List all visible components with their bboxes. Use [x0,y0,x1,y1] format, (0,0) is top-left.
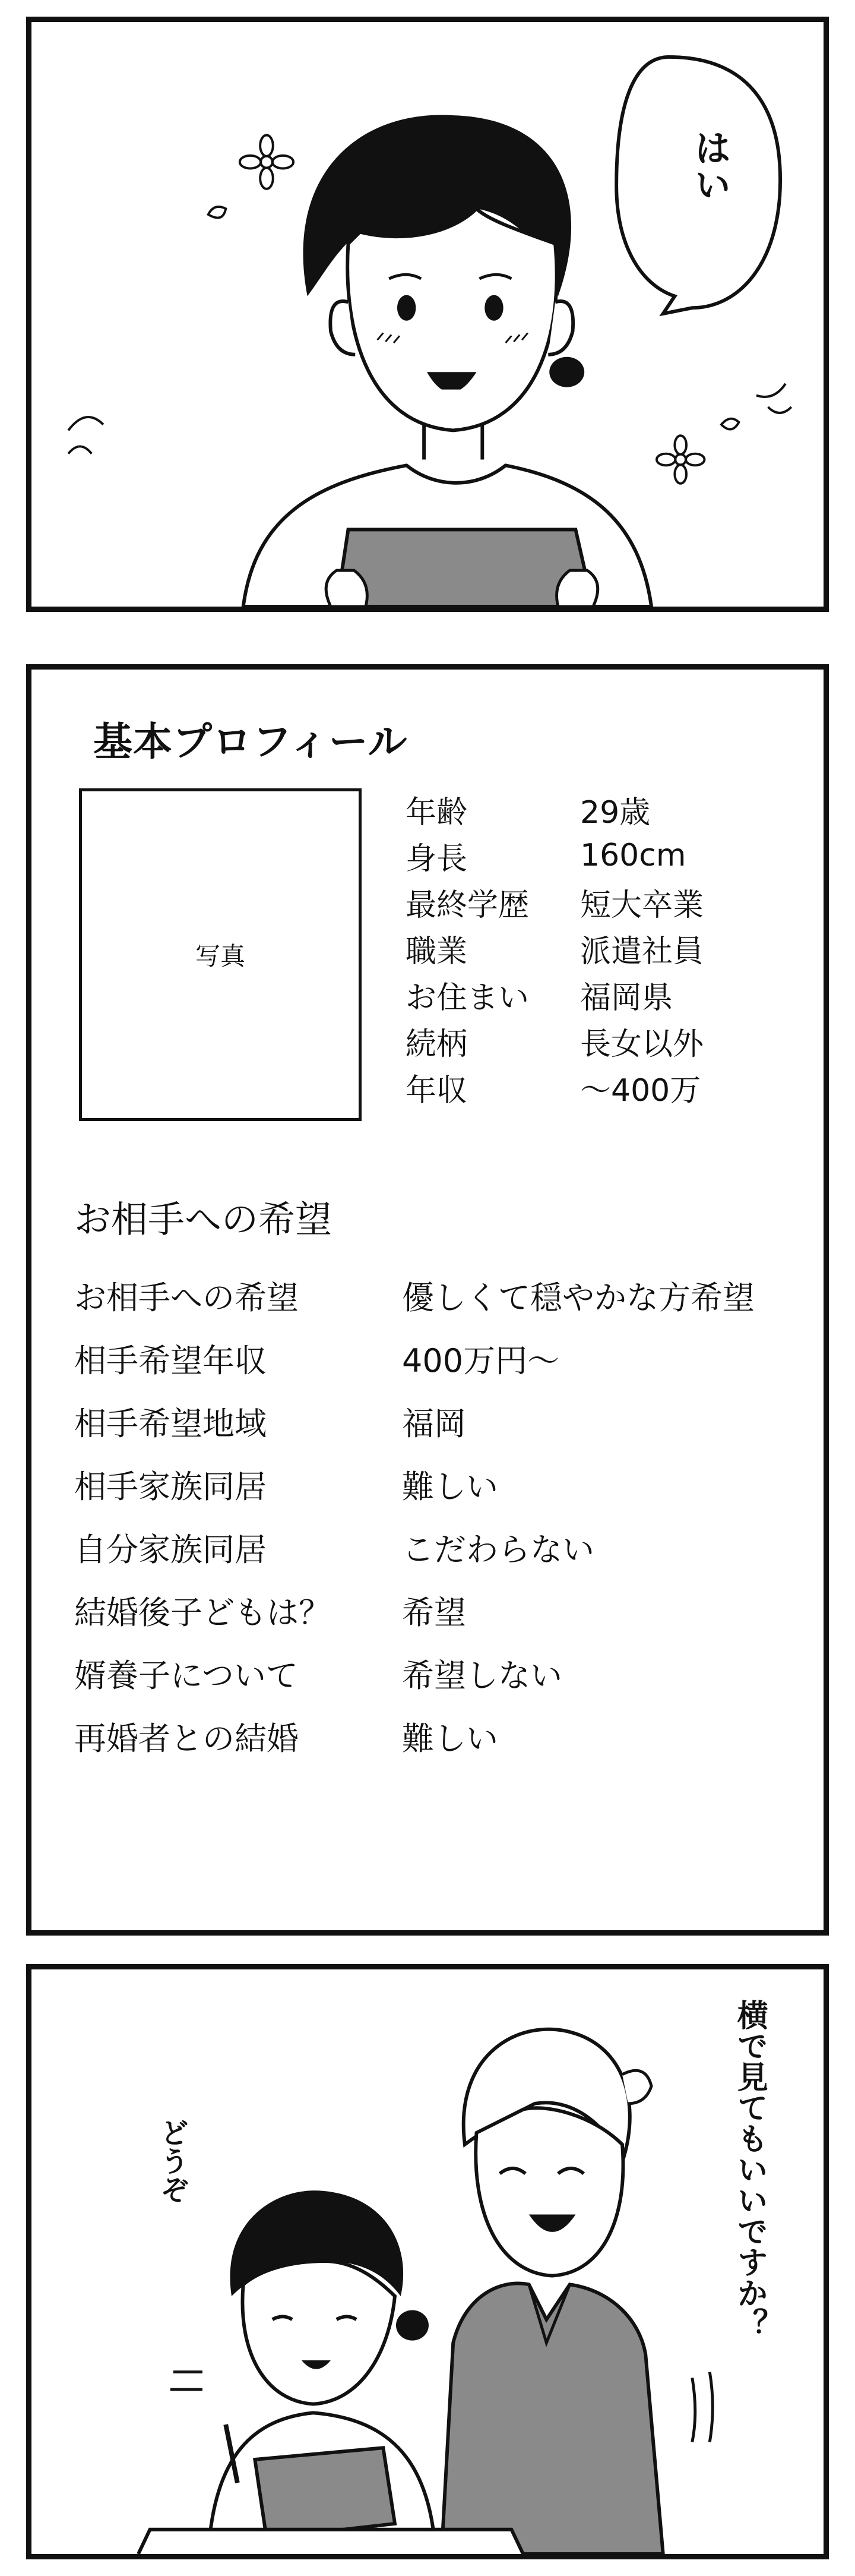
pref-row [74,1264,755,1327]
comic-panel-3 [26,1964,829,2559]
pref-row [74,1390,755,1453]
pref-row [74,1516,755,1579]
profile-title: 基本プロフィール [93,719,408,765]
right-woman-face [476,2108,623,2275]
photo-label: 写真 [195,942,245,971]
right-woman-suit [442,2283,663,2554]
pref-row [74,1704,755,1767]
tablet [255,2448,395,2538]
pref-key: 結婚後子どもは？ [74,1593,331,1631]
comic-panel-1 [26,17,829,612]
pref-row [74,1579,755,1641]
pref-row [74,1453,755,1516]
basic-value: 29歳 [580,794,651,831]
basic-value: 長女以外 [580,1026,704,1062]
pref-key: 相手希望年収 [74,1341,267,1379]
basic-key: 年収 [406,1072,468,1109]
basic-row [406,1018,704,1064]
pref-value: 難しい [402,1719,498,1757]
basic-value: 福岡県 [580,980,673,1016]
pref-key: 婿養子について [74,1656,298,1694]
comic-panel-2-profile [26,664,829,1936]
pref-value: 希望しない [402,1656,562,1694]
speech-text-right: 横で見てもいいですか？ [732,1999,768,2339]
basic-row [406,786,704,832]
pref-key: 相手希望地域 [74,1404,267,1442]
basic-key: 最終学歴 [406,887,530,923]
pref-value: こだわらない [402,1530,594,1568]
face [347,209,556,430]
basic-value: 160cm [580,838,686,873]
tablet [337,529,593,607]
basic-value: 短大卒業 [580,887,704,923]
speech-text: はい [688,129,732,203]
pref-value: 難しい [402,1467,498,1505]
basic-value: ～400万 [580,1072,701,1109]
preferences-title: お相手への希望 [74,1198,332,1241]
pref-key: 再婚者との結婚 [74,1719,299,1757]
basic-row [406,971,704,1018]
basic-row [406,925,704,971]
two-women-illustration [31,1969,824,2554]
pref-key: 自分家族同居 [74,1530,267,1568]
basic-row [406,1064,704,1110]
pref-value: 400万円～ [402,1341,560,1379]
left-woman-face [242,2261,395,2404]
basic-key: 続柄 [406,1026,468,1062]
basic-key: 年齢 [406,794,468,831]
pref-key: お相手への希望 [74,1278,299,1317]
basic-row [406,832,704,879]
pref-value: 優しくて穏やかな方希望 [402,1278,755,1317]
pref-value: 福岡 [402,1404,466,1442]
pref-row [74,1641,755,1704]
basic-row [406,879,704,925]
basic-profile-list [406,786,704,1110]
basic-key: お住まい [406,980,530,1016]
speech-text-left: どうぞ [155,2118,189,2204]
pref-value: 希望 [402,1593,466,1631]
pref-key: 相手家族同居 [74,1467,267,1505]
basic-value: 派遣社員 [580,933,704,970]
woman-portrait-illustration [31,22,824,607]
basic-key: 職業 [406,933,468,970]
pref-row [74,1327,755,1390]
basic-key: 身長 [406,841,468,877]
photo-placeholder [79,788,362,1121]
preferences-list [74,1264,755,1767]
